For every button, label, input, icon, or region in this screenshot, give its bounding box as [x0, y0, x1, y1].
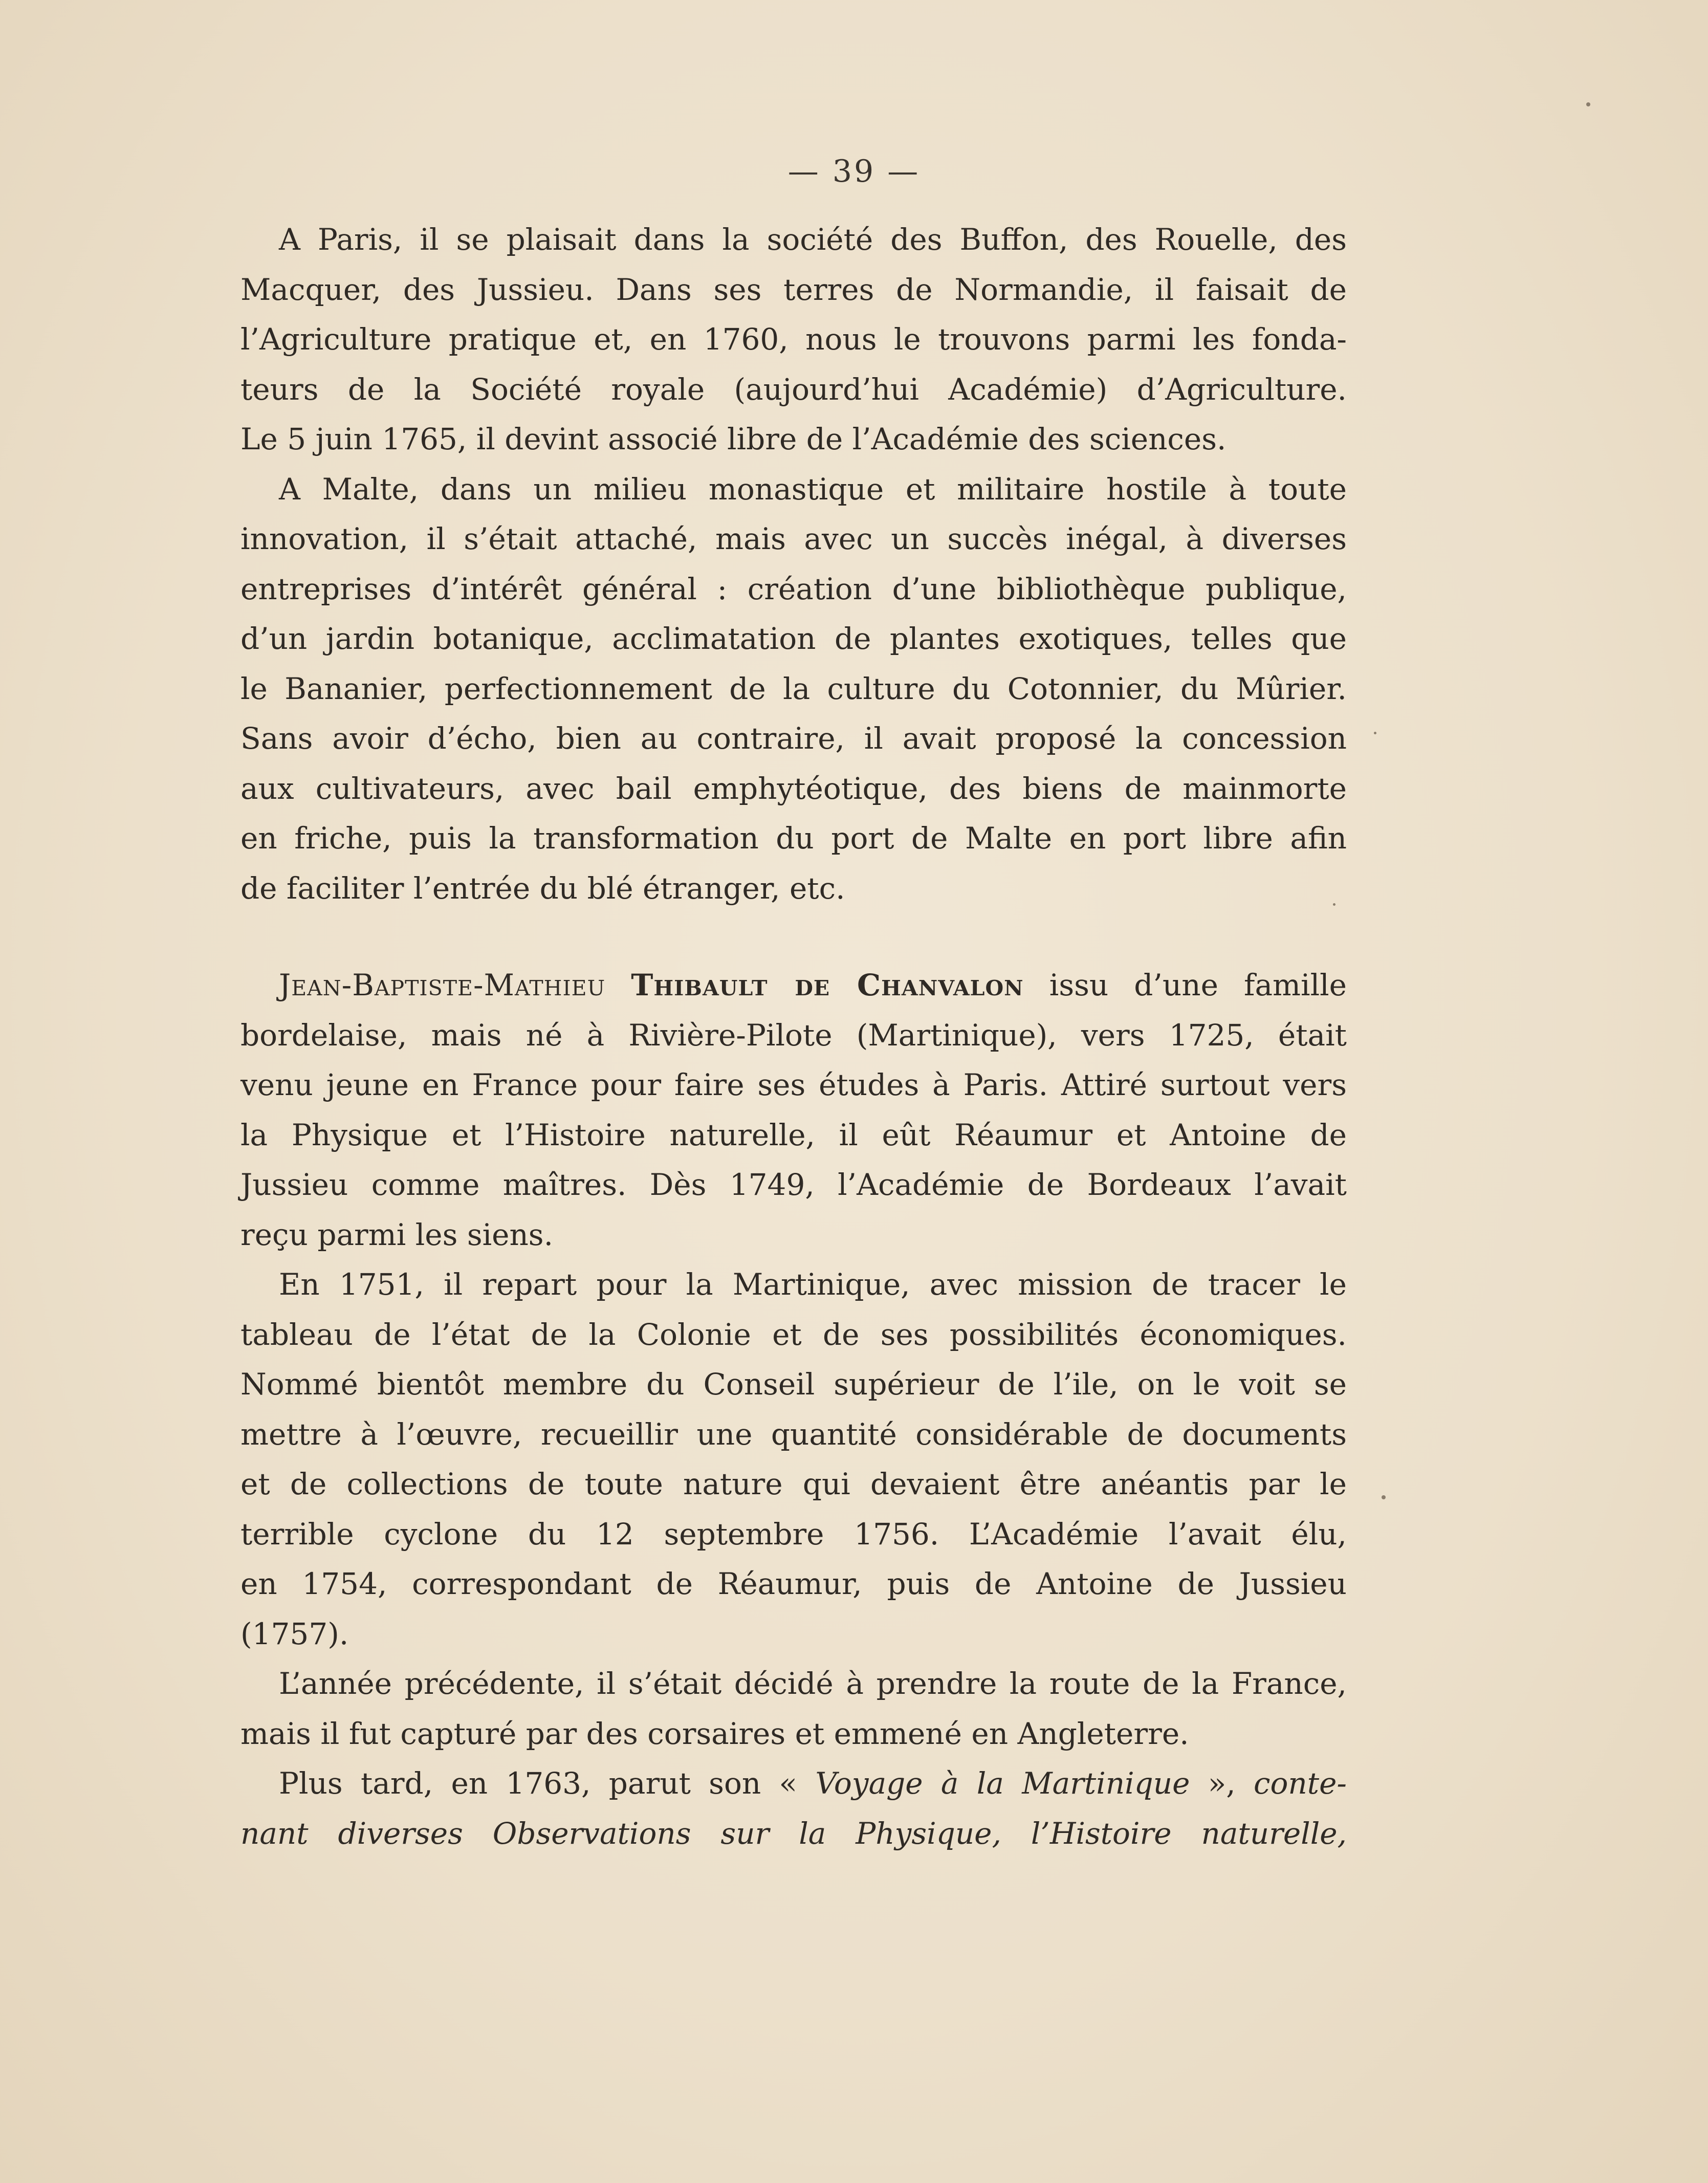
text-line: Macquer, des Jussieu. Dans ses terres de Normandie, il faisait de — [240, 272, 1347, 307]
text-line: la Physique et l’Histoire naturelle, il eût Réaumur et Antoine de — [240, 1117, 1347, 1152]
text-line: mettre à l’œuvre, recueillir une quantité considérable de documents — [240, 1416, 1347, 1452]
text-line: L’année précédente, il s’était décidé à prendre la route de la France, — [279, 1666, 1347, 1701]
text-line: reçu parmi les siens. — [240, 1217, 554, 1252]
paper-speck — [1333, 903, 1335, 906]
person-name-prefix: Jean-Baptiste-Mathieu — [279, 968, 606, 1002]
text-line: innovation, il s’était attaché, mais avec un succès inégal, à diverses — [240, 521, 1347, 556]
text-line: terrible cyclone du 12 septembre 1756. L’Académie l’avait élu, — [240, 1516, 1347, 1552]
text-line: de faciliter l’entrée du blé étranger, etc. — [240, 870, 845, 906]
text-line: et de collections de toute nature qui devaient être anéantis par le — [240, 1467, 1347, 1501]
text-line: (1757). — [240, 1616, 349, 1651]
text-line-italic — [240, 1809, 1347, 1859]
text-line: d’un jardin botanique, acclimatation de plantes exotiques, telles que — [240, 621, 1347, 656]
text-line: entreprises d’intérêt général : création d’une bibliothèque publique, — [240, 571, 1347, 606]
text-line: A Malte, dans un milieu monastique et militaire hostile à toute — [279, 471, 1347, 507]
text-line: teurs de la Société royale (aujourd’hui Académie) d’Agriculture. — [240, 372, 1347, 407]
text-fragment: issu d’une famille — [1049, 968, 1347, 1002]
text-line: Le 5 juin 1765, il devint associé libre de l’Académie des sciences. — [240, 422, 1227, 456]
text-line: tableau de l’état de la Colonie et de ses possibilités économiques. — [240, 1317, 1347, 1352]
paper-speck — [1586, 102, 1590, 106]
text-line: venu jeune en France pour faire ses études à Paris. Attiré surtout vers — [240, 1067, 1347, 1102]
text-line: Nommé bientôt membre du Conseil supérieur de l’ile, on le voit se — [240, 1367, 1347, 1402]
person-name-bold: Thibault de Chanvalon — [631, 968, 1024, 1002]
text-line-italic-title — [240, 1759, 1347, 1809]
text-line: l’Agriculture pratique et, en 1760, nous le trouvons parmi les fonda- — [240, 322, 1347, 357]
text-line: en 1754, correspondant de Réaumur, puis de Antoine de Jussieu — [240, 1566, 1347, 1601]
text-block-1 — [240, 215, 1347, 913]
text-block-2 — [240, 960, 1347, 1859]
text-line: A Paris, il se plaisait dans la société des Buffon, des Rouelle, des — [279, 222, 1347, 257]
text-line: Jussieu comme maîtres. Dès 1749, l’Académie de Bordeaux l’avait — [240, 1167, 1347, 1202]
text-line-name — [240, 960, 1347, 1011]
paper-speck — [1374, 732, 1376, 734]
text-line: en friche, puis la transformation du port de Malte en port libre afin — [240, 821, 1347, 856]
text-line: bordelaise, mais né à Rivière-Pilote (Martinique), vers 1725, était — [240, 1017, 1347, 1053]
text-line: aux cultivateurs, avec bail emphytéotique, des biens de mainmorte — [240, 771, 1347, 806]
book-title: Voyage à la Martinique — [815, 1766, 1190, 1801]
text-fragment-italic: conte- — [1254, 1766, 1347, 1801]
text-line: Sans avoir d’écho, bien au contraire, il avait proposé la concession — [240, 721, 1347, 756]
paper-speck — [1382, 1495, 1386, 1499]
page-number: — 39 — — [787, 154, 921, 189]
text-fragment-italic: nant diverses Observations sur la Physique, l’Histoire naturelle, — [240, 1816, 1347, 1851]
text-line: mais il fut capturé par des corsaires et emmené en Angleterre. — [240, 1716, 1189, 1751]
text-fragment: Plus tard, en 1763, parut son « — [279, 1766, 798, 1801]
text-line: le Bananier, perfectionnement de la culture du Cotonnier, du Mûrier. — [240, 671, 1347, 706]
text-line: En 1751, il repart pour la Martinique, avec mission de tracer le — [279, 1267, 1347, 1302]
text-fragment: », — [1208, 1766, 1236, 1801]
